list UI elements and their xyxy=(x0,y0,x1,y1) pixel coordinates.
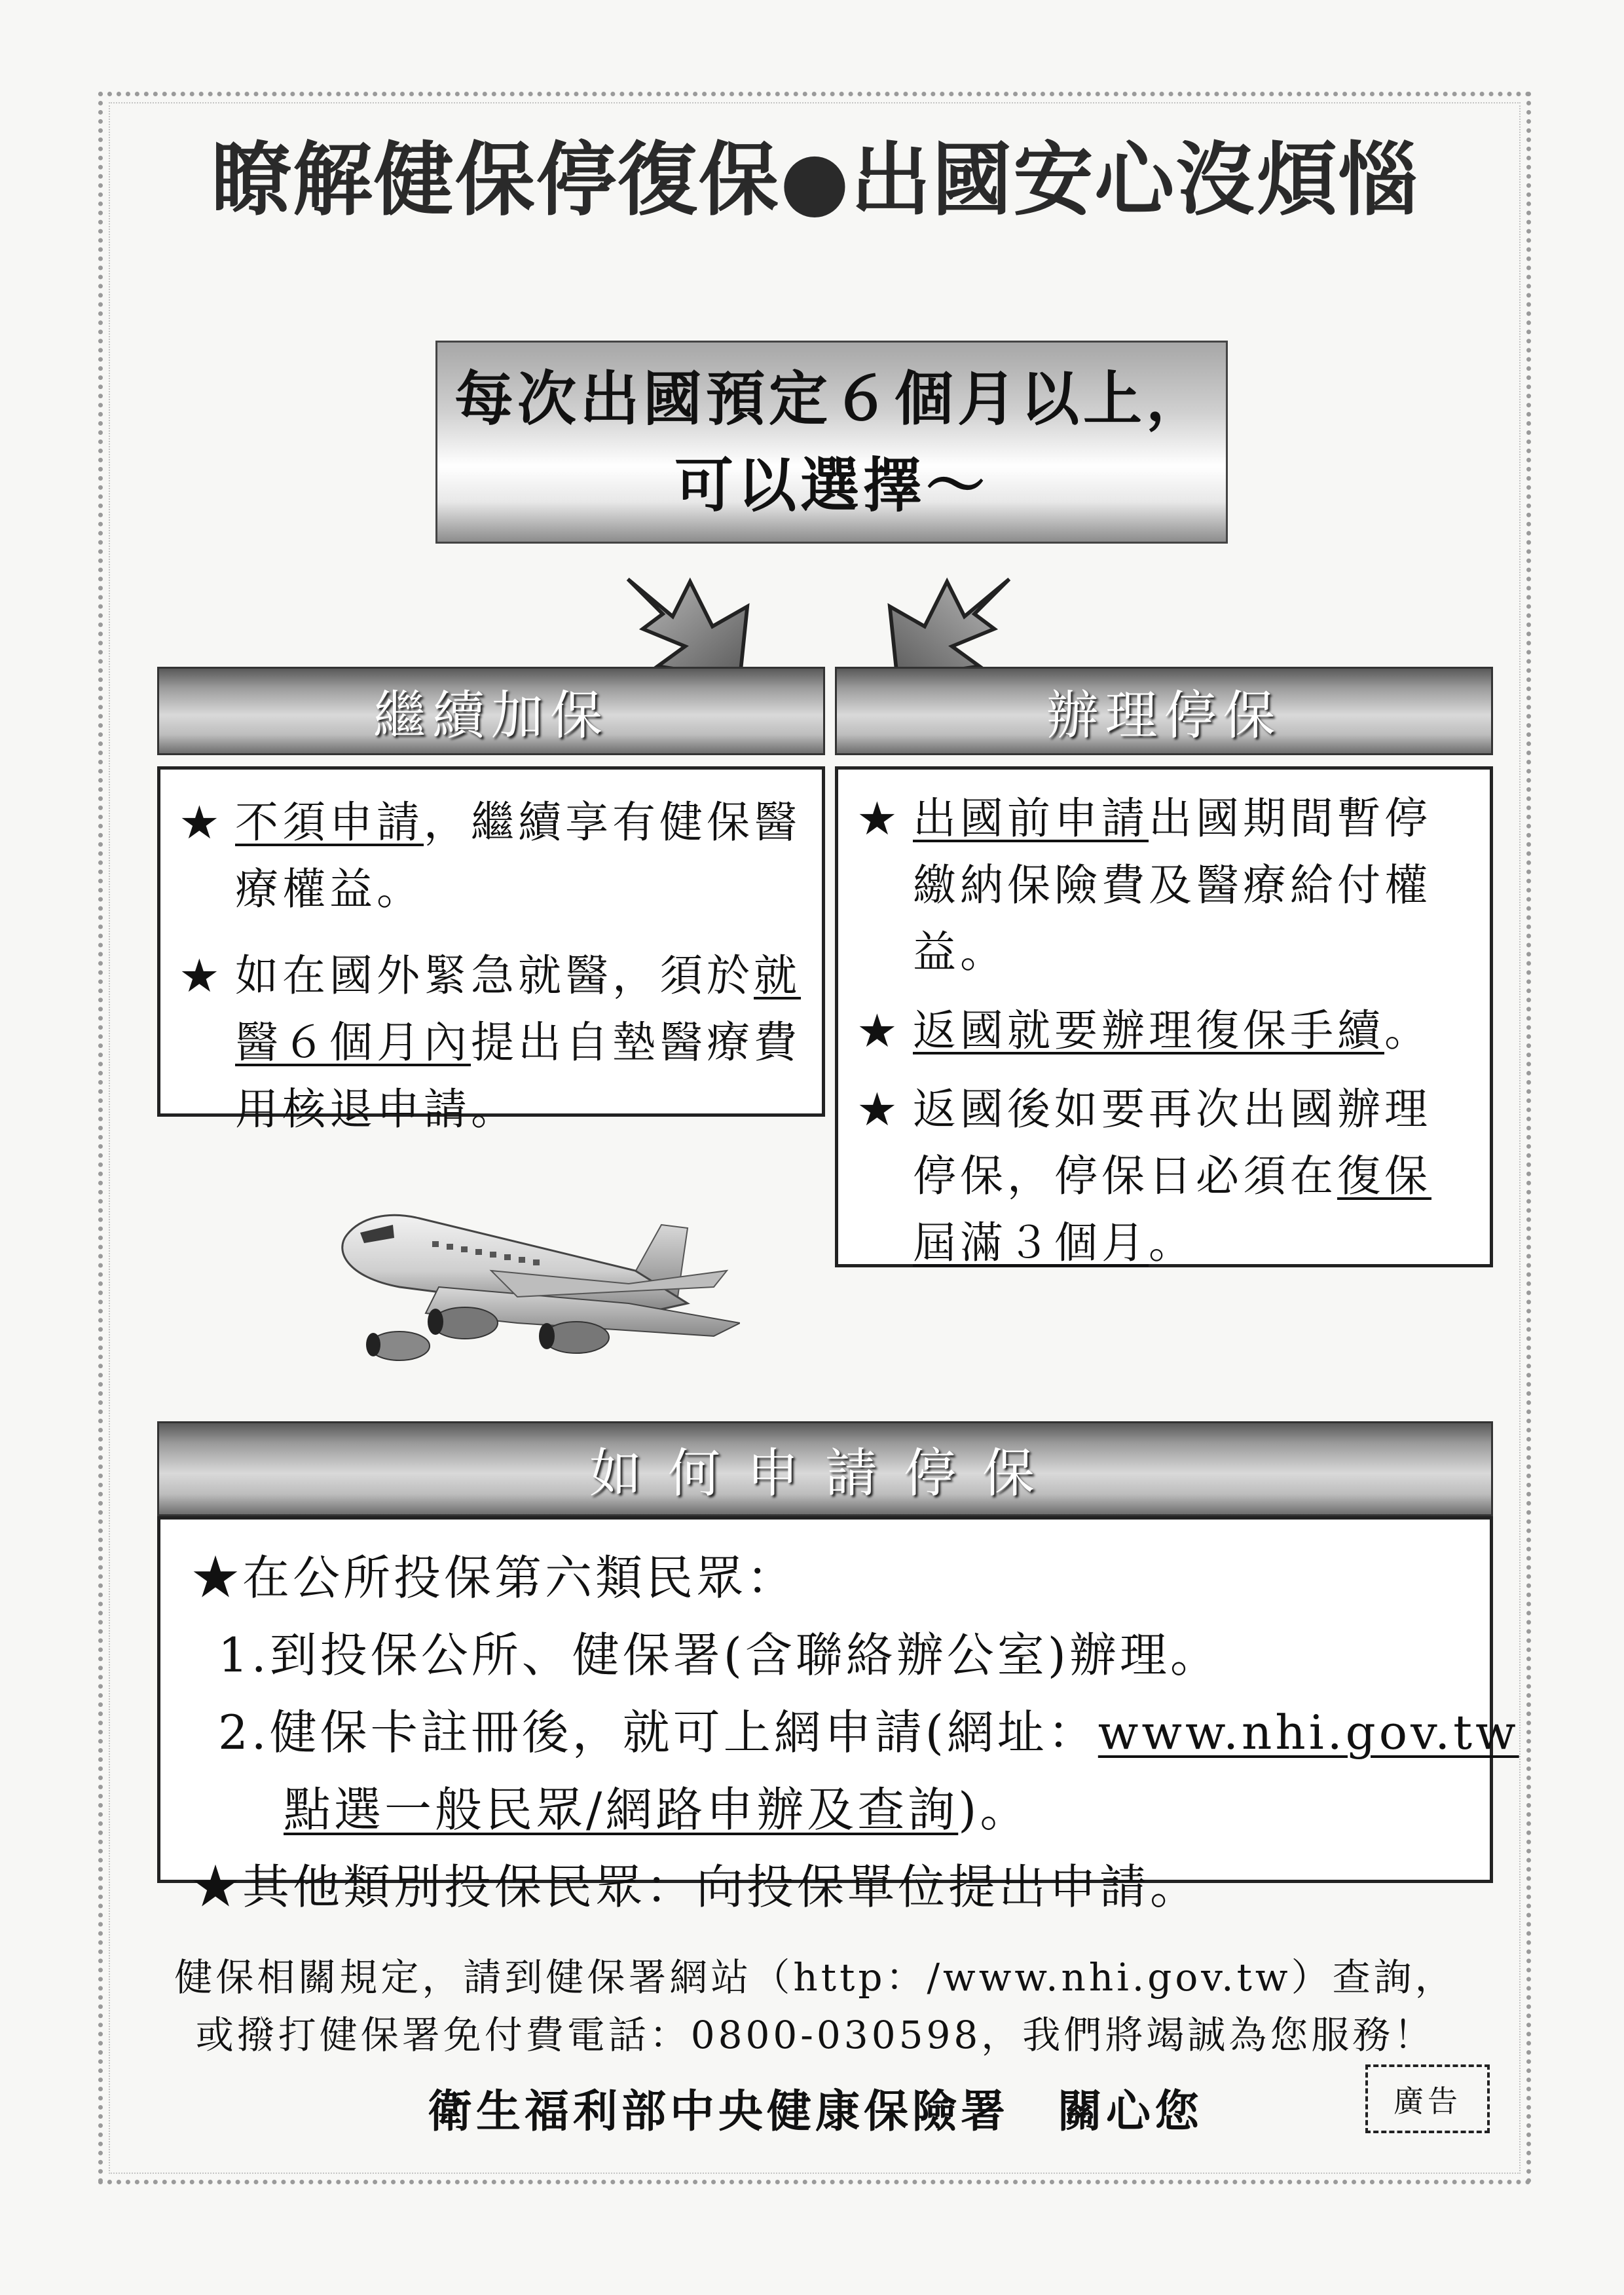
star-icon: ★ xyxy=(179,796,224,849)
star-icon: ★ xyxy=(857,1083,902,1136)
list-item: ★ 如在國外緊急就醫，須於就醫６個月內提出自墊醫療費用核退申請。 xyxy=(179,942,803,1143)
footer-line-1: 健保相關規定，請到健保署網站（http：/www.nhi.gov.tw）查詢， xyxy=(174,1955,1456,2000)
footer-agency: 衛生福利部中央健康保險署 關心您 xyxy=(427,2085,1203,2138)
arrow-down-left-icon xyxy=(625,557,750,681)
list-item: ★ 出國前申請出國期間暫停繳納保險費及醫療給付權益。 xyxy=(857,785,1471,986)
how-to-line: ★其他類別投保民眾：向投保單位提出申請。 xyxy=(192,1859,1201,1914)
nhi-url-link[interactable]: www.nhi.gov.tw xyxy=(1098,1705,1519,1760)
star-icon: ★ xyxy=(857,792,902,846)
how-to-line: ★在公所投保第六類民眾： xyxy=(192,1550,798,1605)
how-to-line: 1.到投保公所、健保署(含聯絡辦公室)辦理。 xyxy=(218,1628,1221,1683)
star-icon: ★ xyxy=(857,1004,902,1058)
list-item: ★ 返國後如要再次出國辦理停保，停保日必須在復保屆滿３個月。 xyxy=(857,1076,1471,1277)
continue-insurance-header: 繼續加保 xyxy=(157,667,825,755)
intro-line-2: 可以選擇～ xyxy=(674,451,989,520)
how-to-apply-header: 如何申請停保 xyxy=(157,1421,1493,1516)
list-item: ★ 返國就要辦理復保手續。 xyxy=(857,998,1471,1064)
intro-line-1: 每次出國預定６個月以上， xyxy=(454,364,1209,434)
star-icon: ★ xyxy=(179,949,224,1003)
list-item: ★ 不須申請，繼續享有健保醫療權益。 xyxy=(179,789,803,923)
suspend-insurance-header: 辦理停保 xyxy=(835,667,1493,755)
intro-box xyxy=(435,341,1228,544)
airplane-illustration xyxy=(321,1172,740,1395)
continue-insurance-box xyxy=(157,766,825,1134)
how-to-line: 2.健保卡註冊後，就可上網申請(網址：www.nhi.gov.tw xyxy=(218,1705,1519,1760)
how-to-line: 點選一般民眾/網路申辦及查詢)。 xyxy=(284,1782,1031,1837)
how-to-apply-box xyxy=(157,1516,1519,1914)
online-service-link[interactable]: 點選一般民眾/網路申辦及查詢 xyxy=(284,1782,959,1837)
suspend-insurance-box xyxy=(835,766,1493,1267)
arrow-down-right-icon xyxy=(887,557,1012,681)
page-title: 瞭解健保停復保●出國安心沒煩惱 xyxy=(211,134,1420,227)
advertisement-badge: 廣告 xyxy=(1365,2064,1490,2133)
footer-line-2: 或撥打健保署免付費電話：0800-030598，我們將竭誠為您服務！ xyxy=(195,2013,1435,2057)
